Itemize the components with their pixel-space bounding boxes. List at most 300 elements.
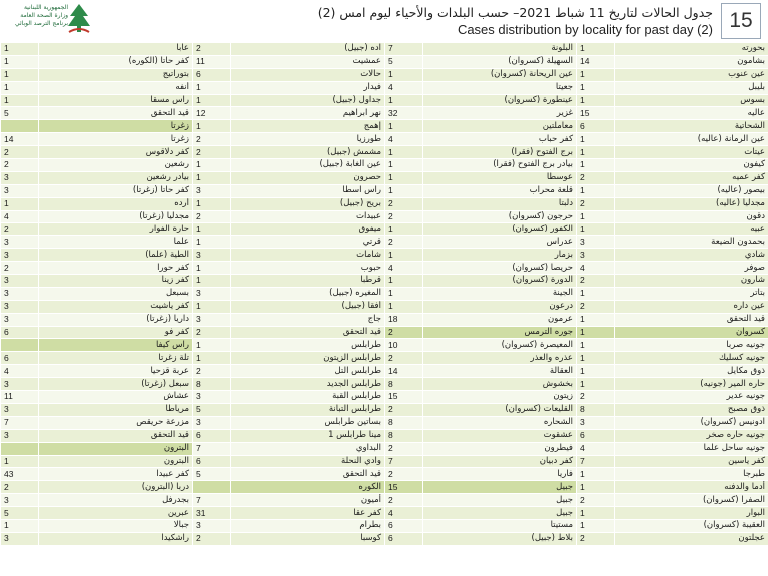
case-count-cell: 2 bbox=[193, 43, 231, 56]
locality-name-cell: أفقا (جبيل) bbox=[231, 300, 385, 313]
locality-name-cell: داريا (زغرتا) bbox=[39, 313, 193, 326]
logo-text bbox=[4, 4, 68, 28]
locality-name-cell: بخشوش bbox=[423, 378, 577, 391]
case-count-cell: 1 bbox=[577, 146, 615, 159]
case-count-cell: 1 bbox=[577, 507, 615, 520]
case-count-cell: 3 bbox=[193, 184, 231, 197]
locality-name-cell: القليعات (كسروان) bbox=[423, 403, 577, 416]
case-count-cell: 3 bbox=[193, 391, 231, 404]
case-count-cell: 3 bbox=[193, 313, 231, 326]
locality-name-cell: طرابلس التل bbox=[231, 365, 385, 378]
case-count-cell: 15 bbox=[385, 391, 423, 404]
district-header-cell: الكوره bbox=[231, 481, 385, 494]
case-count-cell: 15 bbox=[577, 107, 615, 120]
case-count-cell: 1 bbox=[193, 94, 231, 107]
case-count-cell: 2 bbox=[577, 532, 615, 545]
locality-name-cell: زيتون bbox=[423, 391, 577, 404]
locality-name-cell: اده (جبيل) bbox=[231, 43, 385, 56]
case-count-cell: 3 bbox=[1, 403, 39, 416]
locality-name-cell: جبيل bbox=[423, 494, 577, 507]
locality-name-cell: دربا (البترون) bbox=[39, 481, 193, 494]
locality-name-cell: صوفر bbox=[615, 262, 768, 275]
case-count-cell: 3 bbox=[1, 171, 39, 184]
locality-name-cell: المعيصرة (كسروان) bbox=[423, 339, 577, 352]
table-row bbox=[1, 275, 768, 288]
locality-name-cell: عبرين bbox=[39, 507, 193, 520]
case-count-cell: 2 bbox=[1, 262, 39, 275]
case-count-cell: 4 bbox=[385, 133, 423, 146]
locality-name-cell: بحورته bbox=[615, 43, 768, 56]
locality-name-cell: مرياطا bbox=[39, 403, 193, 416]
case-count-cell: 7 bbox=[1, 416, 39, 429]
locality-name-cell: جداول (جبيل) bbox=[231, 94, 385, 107]
case-count-cell: 2 bbox=[1, 146, 39, 159]
locality-name-cell: البوار bbox=[615, 507, 768, 520]
locality-name-cell: زغرتا bbox=[39, 133, 193, 146]
case-count-cell: 6 bbox=[193, 429, 231, 442]
case-count-cell bbox=[1, 339, 39, 352]
case-count-cell: 2 bbox=[577, 391, 615, 404]
locality-name-cell: معاملتين bbox=[423, 120, 577, 133]
locality-name-cell: عشاش bbox=[39, 391, 193, 404]
case-count-cell bbox=[1, 442, 39, 455]
locality-name-cell: البترون bbox=[39, 455, 193, 468]
locality-name-cell: الصفرا (كسروان) bbox=[615, 494, 768, 507]
district-header-cell: البترون bbox=[39, 442, 193, 455]
case-count-cell: 2 bbox=[385, 468, 423, 481]
case-count-cell: 1 bbox=[1, 55, 39, 68]
locality-name-cell: بيادر رشعين bbox=[39, 171, 193, 184]
table-row bbox=[1, 159, 768, 172]
case-count-cell: 5 bbox=[1, 107, 39, 120]
case-count-cell: 1 bbox=[385, 146, 423, 159]
case-count-cell: 1 bbox=[385, 184, 423, 197]
case-count-cell: 1 bbox=[1, 197, 39, 210]
locality-name-cell: بليبل bbox=[615, 81, 768, 94]
locality-name-cell: عرمون bbox=[423, 313, 577, 326]
case-count-cell: 2 bbox=[193, 532, 231, 545]
case-count-cell: 1 bbox=[577, 352, 615, 365]
locality-name-cell: ادونيس (كسروان) bbox=[615, 416, 768, 429]
case-count-cell: 4 bbox=[1, 210, 39, 223]
case-count-cell bbox=[1, 120, 39, 133]
locality-name-cell: عدراس bbox=[423, 236, 577, 249]
case-count-cell: 11 bbox=[193, 55, 231, 68]
case-count-cell: 8 bbox=[385, 416, 423, 429]
logo-line: وزارة الصحة العامة bbox=[20, 12, 68, 19]
case-count-cell: 5 bbox=[385, 55, 423, 68]
locality-name-cell: عذره والعذر bbox=[423, 352, 577, 365]
locality-name-cell: كفر فو bbox=[39, 326, 193, 339]
locality-name-cell: حرجون (كسروان) bbox=[423, 210, 577, 223]
locality-name-cell: عين الرمانة (عاليه) bbox=[615, 133, 768, 146]
case-count-cell: 1 bbox=[193, 120, 231, 133]
locality-name-cell: بسبعل bbox=[39, 287, 193, 300]
locality-name-cell: عربة قزحيا bbox=[39, 365, 193, 378]
case-count-cell: 6 bbox=[385, 519, 423, 532]
locality-name-cell: دلبتا bbox=[423, 197, 577, 210]
slide-header bbox=[0, 0, 768, 42]
case-count-cell: 3 bbox=[577, 416, 615, 429]
case-count-cell: 1 bbox=[385, 287, 423, 300]
case-count-cell: 2 bbox=[385, 197, 423, 210]
case-count-cell: 1 bbox=[193, 275, 231, 288]
locality-name-cell: فاريا bbox=[423, 468, 577, 481]
locality-name-cell: جونيه عدير bbox=[615, 391, 768, 404]
locality-name-cell: كفر حباب bbox=[423, 133, 577, 146]
table-row bbox=[1, 223, 768, 236]
table-row bbox=[1, 519, 768, 532]
case-count-cell: 4 bbox=[577, 262, 615, 275]
table-row bbox=[1, 236, 768, 249]
table-row bbox=[1, 326, 768, 339]
table-row bbox=[1, 352, 768, 365]
cedar-emblem-icon bbox=[66, 2, 92, 36]
case-count-cell: 14 bbox=[385, 365, 423, 378]
district-header-cell: كسروان bbox=[615, 326, 768, 339]
locality-name-cell: بيصور (عاليه) bbox=[615, 184, 768, 197]
locality-name-cell: عشقوت bbox=[423, 429, 577, 442]
case-count-cell: 4 bbox=[1, 365, 39, 378]
case-count-cell: 6 bbox=[1, 352, 39, 365]
case-count-cell: 3 bbox=[1, 184, 39, 197]
table-row bbox=[1, 171, 768, 184]
locality-name-cell: عين داره bbox=[615, 300, 768, 313]
case-count-cell: 1 bbox=[577, 94, 615, 107]
locality-name-cell: مزرعة حريقص bbox=[39, 416, 193, 429]
locality-name-cell: عينطورة (كسروان) bbox=[423, 94, 577, 107]
locality-name-cell: الشحاتية bbox=[615, 120, 768, 133]
case-count-cell: 1 bbox=[1, 519, 39, 532]
case-count-cell: 6 bbox=[1, 326, 39, 339]
locality-name-cell: ذوق مصبح bbox=[615, 403, 768, 416]
case-count-cell: 1 bbox=[577, 326, 615, 339]
case-count-cell: 14 bbox=[577, 55, 615, 68]
table-row bbox=[1, 68, 768, 81]
case-count-cell: 1 bbox=[385, 223, 423, 236]
case-count-cell: 1 bbox=[577, 365, 615, 378]
locality-name-cell: فيطرون bbox=[423, 442, 577, 455]
case-count-cell: 5 bbox=[193, 403, 231, 416]
locality-name-cell: أرده bbox=[39, 197, 193, 210]
locality-name-cell: راشكيدا bbox=[39, 532, 193, 545]
case-count-cell: 1 bbox=[385, 249, 423, 262]
case-count-cell: 2 bbox=[193, 326, 231, 339]
case-count-cell: 31 bbox=[193, 507, 231, 520]
case-count-cell: 1 bbox=[577, 339, 615, 352]
case-count-cell: 2 bbox=[385, 494, 423, 507]
case-count-cell: 1 bbox=[1, 43, 39, 56]
locality-name-cell: طبرجا bbox=[615, 468, 768, 481]
locality-name-cell: عين الريحانة (كسروان) bbox=[423, 68, 577, 81]
locality-name-cell: بشامون bbox=[615, 55, 768, 68]
locality-name-cell: حالات bbox=[231, 68, 385, 81]
ministry-logo bbox=[4, 2, 94, 38]
case-count-cell bbox=[193, 481, 231, 494]
case-count-cell: 3 bbox=[1, 494, 39, 507]
locality-name-cell: بحمدون الضيعة bbox=[615, 236, 768, 249]
case-count-cell: 2 bbox=[577, 275, 615, 288]
case-count-cell: 3 bbox=[1, 275, 39, 288]
table-row bbox=[1, 429, 768, 442]
case-count-cell: 18 bbox=[385, 313, 423, 326]
case-count-cell: 12 bbox=[193, 107, 231, 120]
locality-name-cell: كفر ياسين bbox=[615, 455, 768, 468]
locality-name-cell: كفر عميه bbox=[615, 171, 768, 184]
case-count-cell: 4 bbox=[385, 262, 423, 275]
case-count-cell: 5 bbox=[193, 468, 231, 481]
case-count-cell: 2 bbox=[385, 236, 423, 249]
case-count-cell: 1 bbox=[577, 468, 615, 481]
locality-name-cell: قيد التحقق bbox=[39, 107, 193, 120]
case-count-cell: 1 bbox=[577, 210, 615, 223]
locality-name-cell: بزمار bbox=[423, 249, 577, 262]
case-count-cell: 1 bbox=[577, 519, 615, 532]
locality-name-cell: قيد التحقق bbox=[231, 468, 385, 481]
table-row bbox=[1, 455, 768, 468]
locality-name-cell: شامات bbox=[231, 249, 385, 262]
case-count-cell: 6 bbox=[193, 68, 231, 81]
table-row bbox=[1, 262, 768, 275]
case-count-cell: 3 bbox=[1, 378, 39, 391]
locality-name-cell: قرتي bbox=[231, 236, 385, 249]
case-count-cell: 3 bbox=[577, 236, 615, 249]
locality-name-cell: المغيره (جبيل) bbox=[231, 287, 385, 300]
locality-name-cell: بريح (جبيل) bbox=[231, 197, 385, 210]
case-count-cell: 2 bbox=[385, 442, 423, 455]
case-count-cell: 10 bbox=[385, 339, 423, 352]
locality-name-cell: مجدليا (عاليه) bbox=[615, 197, 768, 210]
locality-name-cell: الشحاره bbox=[423, 416, 577, 429]
locality-name-cell: دقون bbox=[615, 210, 768, 223]
case-count-cell: 1 bbox=[193, 81, 231, 94]
locality-name-cell: فيدار bbox=[231, 81, 385, 94]
locality-name-cell: العقالة bbox=[423, 365, 577, 378]
case-count-cell: 1 bbox=[385, 94, 423, 107]
case-count-cell: 1 bbox=[577, 184, 615, 197]
case-count-cell: 7 bbox=[385, 43, 423, 56]
locality-name-cell: بساتين طرابلس bbox=[231, 416, 385, 429]
locality-name-cell: شارون bbox=[615, 275, 768, 288]
locality-name-cell: شادي bbox=[615, 249, 768, 262]
locality-name-cell: البلونة bbox=[423, 43, 577, 56]
case-count-cell: 2 bbox=[193, 210, 231, 223]
locality-name-cell: كفر عقا bbox=[231, 507, 385, 520]
locality-name-cell: تلة زغرتا bbox=[39, 352, 193, 365]
table-row bbox=[1, 81, 768, 94]
logo-line: الجمهورية اللبنانية bbox=[23, 4, 68, 11]
locality-name-cell: قيد التحقق bbox=[39, 429, 193, 442]
case-count-cell: 1 bbox=[193, 300, 231, 313]
district-header-cell: جوره الترمس bbox=[423, 326, 577, 339]
locality-name-cell: مشمش (جبيل) bbox=[231, 146, 385, 159]
locality-name-cell: حبوب bbox=[231, 262, 385, 275]
locality-name-cell: أميون bbox=[231, 494, 385, 507]
locality-name-cell: وادي النحلة bbox=[231, 455, 385, 468]
locality-name-cell: قيد التحقق bbox=[231, 326, 385, 339]
locality-name-cell: عبيدات bbox=[231, 210, 385, 223]
case-count-cell: 1 bbox=[385, 171, 423, 184]
case-count-cell: 3 bbox=[193, 249, 231, 262]
locality-name-cell: سبعل (زغرتا) bbox=[39, 378, 193, 391]
case-count-cell: 43 bbox=[1, 468, 39, 481]
title-arabic: جدول الحالات لتاريخ 11 شباط 2021– حسب البلدات والأحياء ليوم امس (2) bbox=[317, 5, 713, 20]
case-count-cell: 2 bbox=[1, 481, 39, 494]
locality-name-cell: الجينة bbox=[423, 287, 577, 300]
table-row bbox=[1, 391, 768, 404]
locality-name-cell: السهيلة (كسروان) bbox=[423, 55, 577, 68]
table-row bbox=[1, 378, 768, 391]
case-count-cell: 1 bbox=[577, 159, 615, 172]
table-body bbox=[1, 43, 768, 546]
table-row bbox=[1, 120, 768, 133]
locality-name-cell: بتوراتيج bbox=[39, 68, 193, 81]
locality-name-cell: الكفور (كسروان) bbox=[423, 223, 577, 236]
locality-name-cell: بسوس bbox=[615, 94, 768, 107]
locality-name-cell: قرطبا bbox=[231, 275, 385, 288]
table-row bbox=[1, 403, 768, 416]
case-count-cell: 2 bbox=[193, 133, 231, 146]
table-row bbox=[1, 184, 768, 197]
case-count-cell: 11 bbox=[1, 391, 39, 404]
case-count-cell: 1 bbox=[193, 339, 231, 352]
district-header-cell: راس كيفا bbox=[39, 339, 193, 352]
locality-name-cell: كيفون bbox=[615, 159, 768, 172]
locality-name-cell: بتاتر bbox=[615, 287, 768, 300]
table-row bbox=[1, 532, 768, 545]
locality-name-cell: طرابلس القبة bbox=[231, 391, 385, 404]
table-row bbox=[1, 339, 768, 352]
case-count-cell: 1 bbox=[577, 43, 615, 56]
case-count-cell: 1 bbox=[193, 352, 231, 365]
locality-name-cell: برج الفتوح (فقرا) bbox=[423, 146, 577, 159]
table-row bbox=[1, 146, 768, 159]
locality-name-cell: بلاط (جبيل) bbox=[423, 532, 577, 545]
locality-name-cell: كفر عبيدا bbox=[39, 468, 193, 481]
case-count-cell: 4 bbox=[385, 507, 423, 520]
locality-name-cell: حريصا (كسروان) bbox=[423, 262, 577, 275]
case-count-cell: 1 bbox=[577, 223, 615, 236]
case-count-cell: 1 bbox=[577, 481, 615, 494]
case-count-cell: 3 bbox=[1, 429, 39, 442]
locality-name-cell: عين الغابة (جبيل) bbox=[231, 159, 385, 172]
case-count-cell: 1 bbox=[193, 159, 231, 172]
locality-name-cell: جونيه ساحل علما bbox=[615, 442, 768, 455]
locality-name-cell: طرابلس الجديد bbox=[231, 378, 385, 391]
locality-name-cell: علما bbox=[39, 236, 193, 249]
case-count-cell: 7 bbox=[193, 442, 231, 455]
locality-name-cell: عوسطا bbox=[423, 171, 577, 184]
case-count-cell: 1 bbox=[577, 68, 615, 81]
locality-name-cell: عابا bbox=[39, 43, 193, 56]
case-count-cell: 1 bbox=[1, 68, 39, 81]
locality-name-cell: العقيبة (كسروان) bbox=[615, 519, 768, 532]
locality-name-cell: البداوي bbox=[231, 442, 385, 455]
case-count-cell: 7 bbox=[385, 455, 423, 468]
locality-name-cell: جونيه صربا bbox=[615, 339, 768, 352]
case-count-cell: 1 bbox=[193, 223, 231, 236]
district-header-cell: زغرتا bbox=[39, 120, 193, 133]
table-row bbox=[1, 55, 768, 68]
table-row bbox=[1, 133, 768, 146]
case-count-cell: 2 bbox=[1, 159, 39, 172]
locality-name-cell: بجدرفل bbox=[39, 494, 193, 507]
table-row bbox=[1, 442, 768, 455]
case-count-cell: 14 bbox=[1, 133, 39, 146]
locality-name-cell: كفر حاتا (زغرتا) bbox=[39, 184, 193, 197]
locality-name-cell: طورزيا bbox=[231, 133, 385, 146]
case-count-cell: 2 bbox=[385, 210, 423, 223]
case-count-cell: 3 bbox=[1, 236, 39, 249]
locality-name-cell: حارة الفوار bbox=[39, 223, 193, 236]
case-count-cell: 1 bbox=[385, 275, 423, 288]
case-count-cell: 15 bbox=[385, 481, 423, 494]
table-row bbox=[1, 210, 768, 223]
locality-name-cell: رشعين bbox=[39, 159, 193, 172]
locality-name-cell: ميفوق bbox=[231, 223, 385, 236]
locality-name-cell: عجلتون bbox=[615, 532, 768, 545]
case-count-cell: 1 bbox=[1, 455, 39, 468]
table-row bbox=[1, 416, 768, 429]
case-count-cell: 3 bbox=[577, 249, 615, 262]
locality-name-cell: نهر ابراهيم bbox=[231, 107, 385, 120]
case-count-cell: 1 bbox=[577, 378, 615, 391]
locality-name-cell: مجدليا (زغرتا) bbox=[39, 210, 193, 223]
locality-name-cell: الدورة (كسروان) bbox=[423, 275, 577, 288]
table-row bbox=[1, 481, 768, 494]
locality-name-cell: حصرون bbox=[231, 171, 385, 184]
locality-name-cell: كفر حورا bbox=[39, 262, 193, 275]
locality-name-cell: غزير bbox=[423, 107, 577, 120]
case-count-cell: 1 bbox=[193, 197, 231, 210]
case-count-cell: 6 bbox=[193, 455, 231, 468]
case-count-cell: 1 bbox=[577, 81, 615, 94]
case-count-cell: 2 bbox=[577, 171, 615, 184]
case-count-cell: 1 bbox=[577, 133, 615, 146]
case-count-cell: 4 bbox=[577, 442, 615, 455]
case-count-cell: 1 bbox=[193, 236, 231, 249]
table-row bbox=[1, 507, 768, 520]
case-count-cell: 2 bbox=[193, 146, 231, 159]
case-count-cell: 5 bbox=[1, 507, 39, 520]
logo-line: برنامج الترصد الوبائي bbox=[14, 20, 68, 27]
case-count-cell: 4 bbox=[385, 81, 423, 94]
locality-name-cell: جبيل bbox=[423, 507, 577, 520]
case-count-cell: 2 bbox=[1, 223, 39, 236]
case-count-cell: 7 bbox=[193, 494, 231, 507]
case-count-cell: 3 bbox=[1, 313, 39, 326]
locality-name-cell: قيد التحقق bbox=[615, 313, 768, 326]
case-count-cell: 6 bbox=[385, 532, 423, 545]
locality-name-cell: طرابلس الزيتون bbox=[231, 352, 385, 365]
table-row bbox=[1, 300, 768, 313]
slide-number: 15 bbox=[721, 3, 761, 39]
table-row bbox=[1, 313, 768, 326]
case-count-cell: 7 bbox=[577, 455, 615, 468]
case-count-cell: 3 bbox=[1, 300, 39, 313]
locality-name-cell: كفر دبيان bbox=[423, 455, 577, 468]
cases-table bbox=[0, 42, 768, 546]
locality-name-cell: كفر ياشيت bbox=[39, 300, 193, 313]
locality-name-cell: جبالا bbox=[39, 519, 193, 532]
locality-name-cell: جونيه حاره صخر bbox=[615, 429, 768, 442]
title-english: Cases distribution by locality for past day (2) bbox=[457, 22, 713, 37]
table-row bbox=[1, 287, 768, 300]
locality-name-cell: جاج bbox=[231, 313, 385, 326]
table-row bbox=[1, 107, 768, 120]
locality-name-cell: عمشيت bbox=[231, 55, 385, 68]
table-row bbox=[1, 197, 768, 210]
